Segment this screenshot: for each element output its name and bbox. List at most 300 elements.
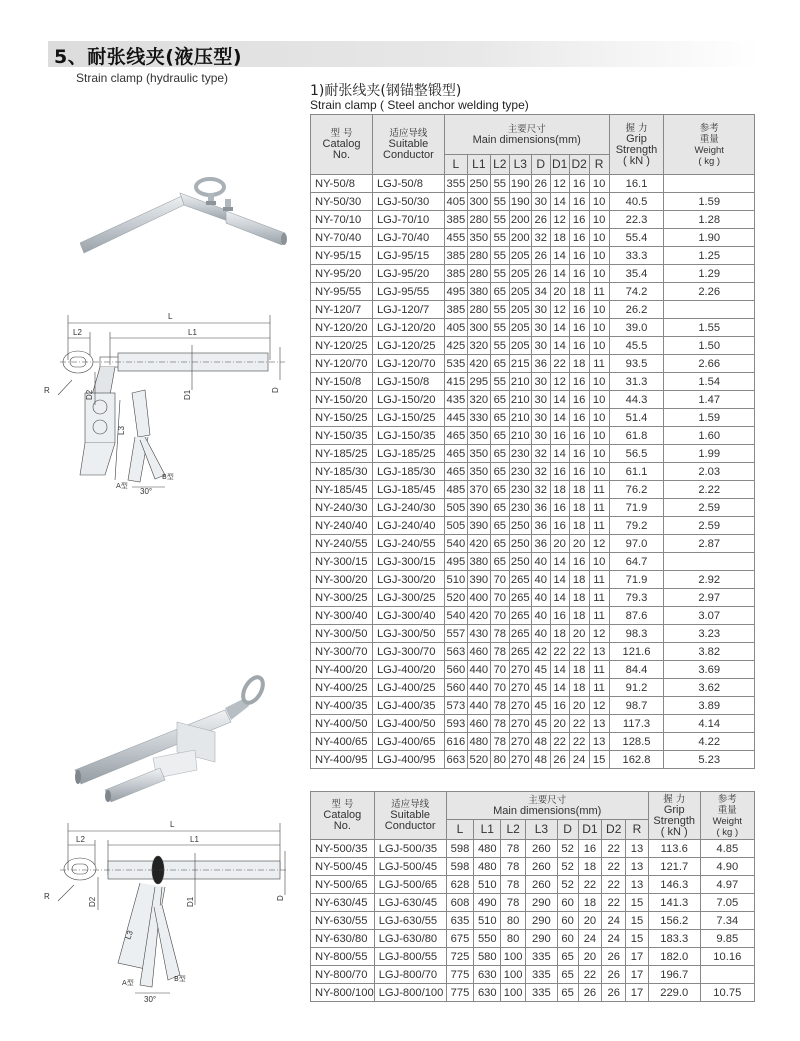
cell-L3: 205 bbox=[509, 283, 531, 301]
cell-L: 535 bbox=[444, 355, 467, 373]
cell-catalog: NY-630/80 bbox=[311, 930, 375, 948]
cell-L1: 280 bbox=[467, 265, 490, 283]
cell-weight: 9.85 bbox=[700, 930, 754, 948]
cell-D2: 16 bbox=[569, 427, 589, 445]
cell-R: 13 bbox=[626, 876, 649, 894]
cell-conductor: LGJ-400/20 bbox=[372, 661, 444, 679]
cell-L: 495 bbox=[444, 553, 467, 571]
cell-D1: 20 bbox=[550, 715, 569, 733]
cell-grip: 44.3 bbox=[609, 391, 664, 409]
cell-R: 10 bbox=[589, 409, 609, 427]
cell-D: 30 bbox=[531, 373, 550, 391]
header-weight: 参考 重量 Weight ( kg ) bbox=[664, 115, 755, 175]
cell-R: 17 bbox=[626, 984, 649, 1002]
cell-D: 30 bbox=[531, 427, 550, 445]
table-row bbox=[311, 535, 755, 553]
cell-R: 17 bbox=[626, 966, 649, 984]
cell-L3: 270 bbox=[509, 679, 531, 697]
cell-weight: 2.87 bbox=[664, 535, 755, 553]
cell-R: 15 bbox=[589, 751, 609, 769]
cell-L3: 335 bbox=[526, 966, 558, 984]
cell-D1: 14 bbox=[550, 265, 569, 283]
header-conductor-2: 适应导线 Suitable Conductor bbox=[374, 792, 446, 840]
cell-catalog: NY-400/65 bbox=[311, 733, 373, 751]
cell-D1: 18 bbox=[550, 229, 569, 247]
cell-R: 11 bbox=[589, 481, 609, 499]
cell-D: 26 bbox=[531, 247, 550, 265]
cell-D2: 16 bbox=[569, 247, 589, 265]
cell-L1: 320 bbox=[467, 337, 490, 355]
cell-D: 40 bbox=[531, 589, 550, 607]
dim-label-R: R bbox=[44, 386, 50, 395]
type-a-label: A型 bbox=[116, 482, 128, 490]
cell-L3: 250 bbox=[509, 553, 531, 571]
cell-L1: 440 bbox=[467, 697, 490, 715]
cell-grip: 56.5 bbox=[609, 445, 664, 463]
cell-L2: 78 bbox=[490, 733, 509, 751]
cell-catalog: NY-120/70 bbox=[311, 355, 373, 373]
cell-R: 13 bbox=[589, 643, 609, 661]
header-grip-strength: 握 力 Grip Strength ( kN ) bbox=[609, 115, 664, 175]
cell-weight: 7.05 bbox=[700, 894, 754, 912]
cell-D2: 16 bbox=[569, 409, 589, 427]
cell-L2: 65 bbox=[490, 355, 509, 373]
cell-L3: 270 bbox=[509, 733, 531, 751]
cell-grip: 61.8 bbox=[609, 427, 664, 445]
cell-D2: 20 bbox=[569, 697, 589, 715]
cell-R: 11 bbox=[589, 283, 609, 301]
cell-R: 10 bbox=[589, 301, 609, 319]
dim-label-L-2: L bbox=[170, 820, 175, 829]
table-row bbox=[311, 751, 755, 769]
table-row bbox=[311, 966, 755, 984]
cell-grip: 121.7 bbox=[648, 858, 700, 876]
cell-L2: 100 bbox=[501, 984, 526, 1002]
header-catalog: 型 号 Catalog No. bbox=[311, 115, 373, 175]
cell-D2: 22 bbox=[569, 643, 589, 661]
cell-L: 775 bbox=[446, 966, 474, 984]
cell-grip: 98.7 bbox=[609, 697, 664, 715]
cell-grip: 76.2 bbox=[609, 481, 664, 499]
cell-weight: 1.28 bbox=[664, 211, 755, 229]
cell-L1: 480 bbox=[467, 733, 490, 751]
cell-conductor: LGJ-185/45 bbox=[372, 481, 444, 499]
cell-L1: 520 bbox=[467, 751, 490, 769]
cell-L: 557 bbox=[444, 625, 467, 643]
cell-L3: 210 bbox=[509, 427, 531, 445]
cell-D2: 24 bbox=[602, 912, 626, 930]
cell-catalog: NY-800/55 bbox=[311, 948, 375, 966]
cell-D2: 16 bbox=[569, 211, 589, 229]
cell-L1: 630 bbox=[474, 984, 501, 1002]
cell-conductor: LGJ-800/70 bbox=[374, 966, 446, 984]
header-dim-L-2: L bbox=[446, 820, 474, 840]
cell-R: 12 bbox=[589, 535, 609, 553]
cell-conductor: LGJ-300/40 bbox=[372, 607, 444, 625]
cell-weight: 2.22 bbox=[664, 481, 755, 499]
cell-R: 10 bbox=[589, 427, 609, 445]
cell-L1: 430 bbox=[467, 625, 490, 643]
spec-table-1 bbox=[310, 114, 755, 769]
cell-L1: 250 bbox=[467, 175, 490, 193]
type-b-label: B型 bbox=[162, 473, 174, 481]
cell-L2: 78 bbox=[501, 840, 526, 858]
cell-R: 10 bbox=[589, 211, 609, 229]
cell-L2: 78 bbox=[501, 858, 526, 876]
cell-L3: 265 bbox=[509, 589, 531, 607]
cell-D2: 24 bbox=[602, 930, 626, 948]
cell-grip: 117.3 bbox=[609, 715, 664, 733]
cell-conductor: LGJ-150/8 bbox=[372, 373, 444, 391]
cell-catalog: NY-630/45 bbox=[311, 894, 375, 912]
cell-L1: 390 bbox=[467, 571, 490, 589]
cell-D: 32 bbox=[531, 463, 550, 481]
cell-weight: 4.85 bbox=[700, 840, 754, 858]
header-dim-D1: D1 bbox=[550, 155, 569, 175]
cell-conductor: LGJ-95/55 bbox=[372, 283, 444, 301]
product-photo-straight-clamp bbox=[65, 650, 275, 815]
cell-D: 30 bbox=[531, 319, 550, 337]
cell-L: 385 bbox=[444, 265, 467, 283]
cell-catalog: NY-185/45 bbox=[311, 481, 373, 499]
cell-L: 616 bbox=[444, 733, 467, 751]
cell-L1: 330 bbox=[467, 409, 490, 427]
dim-label-L3-2: L3 bbox=[123, 929, 135, 941]
spec-table-2 bbox=[310, 791, 755, 1002]
table-row bbox=[311, 894, 755, 912]
cell-grip: 156.2 bbox=[648, 912, 700, 930]
cell-L1: 460 bbox=[467, 715, 490, 733]
cell-L3: 190 bbox=[509, 193, 531, 211]
cell-D1: 14 bbox=[550, 589, 569, 607]
cell-R: 10 bbox=[589, 373, 609, 391]
cell-L2: 65 bbox=[490, 481, 509, 499]
cell-grip: 71.9 bbox=[609, 499, 664, 517]
table-row bbox=[311, 391, 755, 409]
cell-L: 593 bbox=[444, 715, 467, 733]
cell-D1: 18 bbox=[550, 481, 569, 499]
cell-weight: 3.23 bbox=[664, 625, 755, 643]
table-row bbox=[311, 247, 755, 265]
cell-L: 505 bbox=[444, 517, 467, 535]
cell-L2: 78 bbox=[490, 697, 509, 715]
cell-weight bbox=[700, 966, 754, 984]
cell-catalog: NY-300/25 bbox=[311, 589, 373, 607]
cell-R: 11 bbox=[589, 589, 609, 607]
cell-R: 10 bbox=[589, 553, 609, 571]
header-dim-D1-2: D1 bbox=[578, 820, 602, 840]
cell-L1: 280 bbox=[467, 301, 490, 319]
cell-L: 445 bbox=[444, 409, 467, 427]
cell-L1: 420 bbox=[467, 607, 490, 625]
cell-L: 355 bbox=[444, 175, 467, 193]
cell-grip: 39.0 bbox=[609, 319, 664, 337]
cell-D2: 22 bbox=[602, 858, 626, 876]
cell-D1: 22 bbox=[550, 643, 569, 661]
header-dim-R: R bbox=[589, 155, 609, 175]
cell-catalog: NY-630/55 bbox=[311, 912, 375, 930]
cell-grip: 26.2 bbox=[609, 301, 664, 319]
cell-D1: 14 bbox=[550, 445, 569, 463]
cell-catalog: NY-500/45 bbox=[311, 858, 375, 876]
table-row bbox=[311, 175, 755, 193]
cell-L2: 65 bbox=[490, 445, 509, 463]
cell-L1: 440 bbox=[467, 661, 490, 679]
cell-D: 32 bbox=[531, 481, 550, 499]
cell-D2: 18 bbox=[569, 661, 589, 679]
cell-R: 13 bbox=[589, 733, 609, 751]
cell-L: 608 bbox=[446, 894, 474, 912]
cell-grip: 91.2 bbox=[609, 679, 664, 697]
table-row bbox=[311, 715, 755, 733]
cell-L3: 205 bbox=[509, 337, 531, 355]
cell-L3: 210 bbox=[509, 391, 531, 409]
cell-weight: 1.29 bbox=[664, 265, 755, 283]
cell-L2: 65 bbox=[490, 553, 509, 571]
dim-label-D1-2: D1 bbox=[186, 896, 195, 907]
cell-L: 510 bbox=[444, 571, 467, 589]
cell-L: 435 bbox=[444, 391, 467, 409]
cell-L3: 270 bbox=[509, 661, 531, 679]
spec-table-1-body bbox=[311, 175, 755, 769]
cell-grip: 183.3 bbox=[648, 930, 700, 948]
cell-L2: 70 bbox=[490, 571, 509, 589]
cell-weight bbox=[664, 175, 755, 193]
cell-grip: 31.3 bbox=[609, 373, 664, 391]
cell-weight: 1.25 bbox=[664, 247, 755, 265]
cell-weight: 3.89 bbox=[664, 697, 755, 715]
cell-weight: 4.90 bbox=[700, 858, 754, 876]
cell-L3: 230 bbox=[509, 481, 531, 499]
cell-L2: 55 bbox=[490, 193, 509, 211]
cell-L1: 300 bbox=[467, 319, 490, 337]
cell-L: 415 bbox=[444, 373, 467, 391]
cell-L1: 480 bbox=[474, 840, 501, 858]
cell-L: 465 bbox=[444, 427, 467, 445]
cell-D2: 22 bbox=[569, 715, 589, 733]
cell-catalog: NY-95/55 bbox=[311, 283, 373, 301]
cell-conductor: LGJ-50/30 bbox=[372, 193, 444, 211]
cell-D1: 24 bbox=[578, 930, 602, 948]
cell-L1: 380 bbox=[467, 283, 490, 301]
cell-L1: 280 bbox=[467, 211, 490, 229]
cell-L1: 300 bbox=[467, 193, 490, 211]
cell-catalog: NY-240/55 bbox=[311, 535, 373, 553]
cell-L3: 230 bbox=[509, 445, 531, 463]
cell-D1: 14 bbox=[550, 319, 569, 337]
table-row bbox=[311, 553, 755, 571]
cell-L: 455 bbox=[444, 229, 467, 247]
table-row bbox=[311, 481, 755, 499]
cell-L3: 270 bbox=[509, 715, 531, 733]
cell-weight bbox=[664, 301, 755, 319]
cell-L1: 380 bbox=[467, 553, 490, 571]
cell-L: 775 bbox=[446, 984, 474, 1002]
cell-weight: 2.03 bbox=[664, 463, 755, 481]
cell-L3: 265 bbox=[509, 625, 531, 643]
cell-conductor: LGJ-120/20 bbox=[372, 319, 444, 337]
cell-D1: 16 bbox=[550, 697, 569, 715]
cell-R: 10 bbox=[589, 247, 609, 265]
section-title: 5、耐张线夹(液压型) bbox=[54, 46, 243, 68]
cell-D2: 16 bbox=[569, 229, 589, 247]
header-conductor: 适应导线 Suitable Conductor bbox=[372, 115, 444, 175]
cell-R: 10 bbox=[589, 265, 609, 283]
cell-grip: 79.2 bbox=[609, 517, 664, 535]
cell-D: 32 bbox=[531, 229, 550, 247]
cell-conductor: LGJ-120/70 bbox=[372, 355, 444, 373]
cell-catalog: NY-185/30 bbox=[311, 463, 373, 481]
cell-catalog: NY-400/50 bbox=[311, 715, 373, 733]
cell-D: 40 bbox=[531, 553, 550, 571]
cell-D2: 16 bbox=[569, 175, 589, 193]
cell-conductor: LGJ-70/10 bbox=[372, 211, 444, 229]
cell-D1: 18 bbox=[550, 625, 569, 643]
cell-grip: 229.0 bbox=[648, 984, 700, 1002]
cell-L2: 70 bbox=[490, 589, 509, 607]
cell-catalog: NY-150/8 bbox=[311, 373, 373, 391]
cell-D2: 18 bbox=[569, 679, 589, 697]
cell-conductor: LGJ-400/35 bbox=[372, 697, 444, 715]
cell-R: 11 bbox=[589, 679, 609, 697]
header-dim-L1-2: L1 bbox=[474, 820, 501, 840]
cell-L2: 55 bbox=[490, 301, 509, 319]
subsection-title: 1)耐张线夹(钢锚整锻型) bbox=[310, 83, 462, 99]
dim-label-L1: L1 bbox=[188, 328, 197, 337]
cell-L3: 190 bbox=[509, 175, 531, 193]
cell-D2: 22 bbox=[602, 840, 626, 858]
cell-weight: 4.14 bbox=[664, 715, 755, 733]
cell-D2: 22 bbox=[602, 876, 626, 894]
cell-D: 32 bbox=[531, 445, 550, 463]
cell-L1: 370 bbox=[467, 481, 490, 499]
cell-weight: 3.82 bbox=[664, 643, 755, 661]
dim-label-D-2: D bbox=[276, 895, 285, 901]
cell-L2: 65 bbox=[490, 499, 509, 517]
cell-L3: 270 bbox=[509, 697, 531, 715]
cell-conductor: LGJ-95/15 bbox=[372, 247, 444, 265]
cell-D: 42 bbox=[531, 643, 550, 661]
cell-D: 30 bbox=[531, 193, 550, 211]
cell-conductor: LGJ-400/95 bbox=[372, 751, 444, 769]
cell-D1: 14 bbox=[550, 661, 569, 679]
cell-D2: 18 bbox=[569, 355, 589, 373]
cell-L: 405 bbox=[444, 319, 467, 337]
cell-L: 725 bbox=[446, 948, 474, 966]
cell-L2: 55 bbox=[490, 373, 509, 391]
cell-L1: 510 bbox=[474, 912, 501, 930]
cell-L1: 350 bbox=[467, 229, 490, 247]
cell-conductor: LGJ-95/20 bbox=[372, 265, 444, 283]
table-row bbox=[311, 679, 755, 697]
cell-L1: 400 bbox=[467, 589, 490, 607]
cell-D: 30 bbox=[531, 337, 550, 355]
cell-weight: 10.16 bbox=[700, 948, 754, 966]
cell-L: 663 bbox=[444, 751, 467, 769]
cell-L1: 550 bbox=[474, 930, 501, 948]
dim-label-D: D bbox=[271, 387, 280, 393]
cell-grip: 128.5 bbox=[609, 733, 664, 751]
cell-weight: 1.54 bbox=[664, 373, 755, 391]
cell-L2: 55 bbox=[490, 211, 509, 229]
table-row bbox=[311, 661, 755, 679]
cell-L1: 510 bbox=[474, 876, 501, 894]
cell-L1: 350 bbox=[467, 427, 490, 445]
cell-grip: 51.4 bbox=[609, 409, 664, 427]
cell-conductor: LGJ-500/35 bbox=[374, 840, 446, 858]
cell-R: 10 bbox=[589, 463, 609, 481]
cell-grip: 87.6 bbox=[609, 607, 664, 625]
cell-D2: 16 bbox=[569, 337, 589, 355]
cell-R: 13 bbox=[589, 715, 609, 733]
subsection-subtitle: Strain clamp ( Steel anchor welding type) bbox=[310, 98, 529, 112]
cell-D1: 16 bbox=[550, 427, 569, 445]
cell-L3: 250 bbox=[509, 535, 531, 553]
cell-L3: 215 bbox=[509, 355, 531, 373]
header-dim-D2: D2 bbox=[569, 155, 589, 175]
table-row bbox=[311, 589, 755, 607]
cell-D2: 20 bbox=[569, 535, 589, 553]
cell-grip: 61.1 bbox=[609, 463, 664, 481]
cell-D: 40 bbox=[531, 607, 550, 625]
table-row bbox=[311, 427, 755, 445]
cell-D: 40 bbox=[531, 571, 550, 589]
cell-D1: 14 bbox=[550, 553, 569, 571]
dim-label-L2-2: L2 bbox=[76, 835, 85, 844]
cell-L3: 290 bbox=[526, 930, 558, 948]
cell-conductor: LGJ-120/25 bbox=[372, 337, 444, 355]
table-row bbox=[311, 517, 755, 535]
cell-grip: 182.0 bbox=[648, 948, 700, 966]
cell-catalog: NY-400/25 bbox=[311, 679, 373, 697]
cell-D: 26 bbox=[531, 265, 550, 283]
cell-R: 11 bbox=[589, 517, 609, 535]
cell-grip: 45.5 bbox=[609, 337, 664, 355]
cell-L3: 210 bbox=[509, 373, 531, 391]
header-dim-R-2: R bbox=[626, 820, 649, 840]
cell-L2: 80 bbox=[501, 930, 526, 948]
cell-L: 520 bbox=[444, 589, 467, 607]
cell-L: 540 bbox=[444, 607, 467, 625]
cell-catalog: NY-300/70 bbox=[311, 643, 373, 661]
cell-conductor: LGJ-300/70 bbox=[372, 643, 444, 661]
cell-D: 36 bbox=[531, 355, 550, 373]
cell-D1: 14 bbox=[550, 679, 569, 697]
cell-L: 385 bbox=[444, 247, 467, 265]
cell-weight: 1.99 bbox=[664, 445, 755, 463]
cell-L3: 230 bbox=[509, 463, 531, 481]
header-dim-L1: L1 bbox=[467, 155, 490, 175]
cell-conductor: LGJ-800/55 bbox=[374, 948, 446, 966]
cell-L: 598 bbox=[446, 840, 474, 858]
cell-catalog: NY-185/25 bbox=[311, 445, 373, 463]
cell-grip: 98.3 bbox=[609, 625, 664, 643]
table-row bbox=[311, 697, 755, 715]
cell-D: 60 bbox=[557, 894, 578, 912]
cell-L3: 265 bbox=[509, 607, 531, 625]
cell-L: 495 bbox=[444, 283, 467, 301]
spec-table-2-body bbox=[311, 840, 755, 1002]
cell-L3: 200 bbox=[509, 229, 531, 247]
cell-D1: 20 bbox=[578, 912, 602, 930]
cell-conductor: LGJ-400/65 bbox=[372, 733, 444, 751]
cell-D: 52 bbox=[557, 876, 578, 894]
cell-L: 573 bbox=[444, 697, 467, 715]
cell-L: 563 bbox=[444, 643, 467, 661]
cell-weight: 1.47 bbox=[664, 391, 755, 409]
cell-conductor: LGJ-240/55 bbox=[372, 535, 444, 553]
cell-R: 11 bbox=[589, 499, 609, 517]
